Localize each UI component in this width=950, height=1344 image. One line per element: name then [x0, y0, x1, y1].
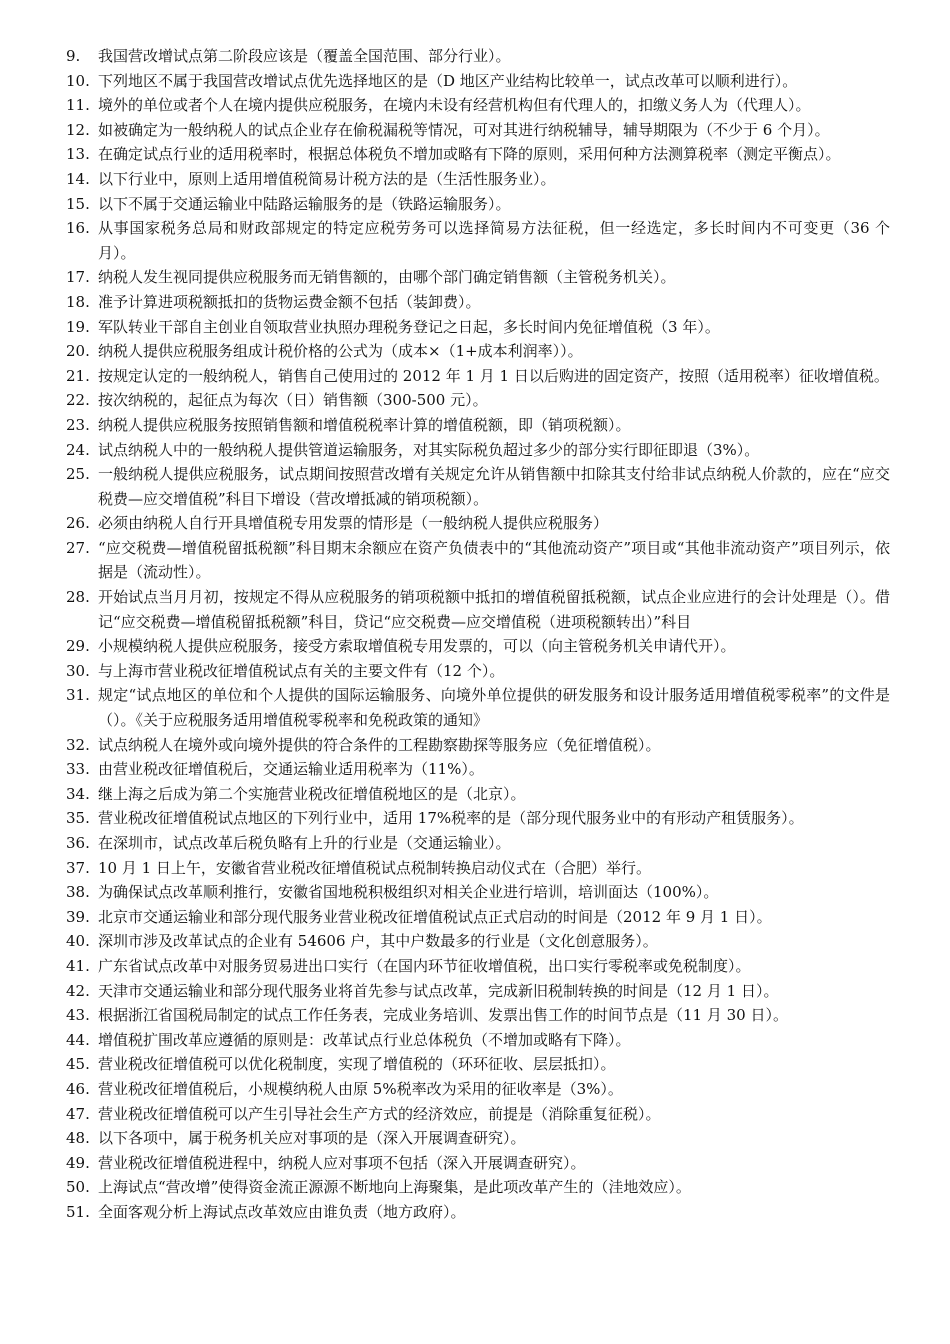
question-number: 13. [66, 145, 90, 164]
question-number: 32. [66, 735, 90, 754]
question-number: 28. [66, 588, 90, 607]
question-number: 16. [66, 219, 90, 238]
question-text: 继上海之后成为第二个实施营业税改征增值税地区的是（北京）。 [98, 784, 526, 803]
question-item [66, 1003, 890, 1028]
question-item [66, 1052, 890, 1077]
question-text: 为确保试点改革顺利推行，安徽省国地税积极组织对相关企业进行培训，培训面达（100%）。 [98, 883, 719, 902]
question-number: 29. [66, 637, 90, 656]
question-text: 广东省试点改革中对服务贸易进出口实行（在国内环节征收增值税，出口实行零税率或免税制度）。 [98, 956, 751, 975]
question-number: 17. [66, 268, 90, 287]
question-item [66, 511, 890, 536]
question-text: 营业税改征增值税试点地区的下列行业中，适用 17%税率的是（部分现代服务业中的有形动产租赁服务）。 [98, 809, 804, 828]
question-text: 以下不属于交通运输业中陆路运输服务的是（铁路运输服务）。 [98, 194, 511, 213]
question-text: 在深圳市，试点改革后税负略有上升的行业是（交通运输业）。 [98, 834, 511, 852]
question-number: 44. [66, 1030, 90, 1049]
question-item [66, 733, 890, 758]
question-item [66, 118, 890, 143]
question-item [66, 954, 890, 979]
question-item [66, 1151, 890, 1176]
question-number: 11. [66, 96, 90, 115]
question-text: 规定“试点地区的单位和个人提供的国际运输服务、向境外单位提供的研发服务和设计服务适用增值税零税率”的文件是（）。《关于应税服务适用增值税零税率和免税政策的通知》 [98, 686, 890, 730]
question-text: 营业税改征增值税进程中，纳税人应对事项不包括（深入开展调查研究）。 [98, 1153, 586, 1172]
question-item [66, 413, 890, 438]
question-number: 42. [66, 981, 90, 1000]
question-item [66, 69, 890, 94]
question-number: 43. [66, 1006, 90, 1025]
question-number: 10. [66, 71, 90, 90]
question-text: 营业税改征增值税可以优化税制度，实现了增值税的（环环征收、层层抵扣）。 [98, 1055, 616, 1074]
question-item [66, 880, 890, 905]
question-text: 小规模纳税人提供应税服务，接受方索取增值税专用发票的，可以（向主管税务机关申请代开）。 [98, 637, 736, 656]
question-item [66, 782, 890, 807]
question-text: “应交税费—增值税留抵税额”科目期末余额应在资产负债表中的“其他流动资产”项目或“其他非流动资产”项目列示，依据是（流动性）。 [98, 538, 890, 582]
question-text: 纳税人发生视同提供应税服务而无销售额的，由哪个部门确定销售额（主管税务机关）。 [98, 268, 676, 287]
question-number: 20. [66, 342, 90, 361]
question-number: 27. [66, 538, 90, 557]
question-item [66, 44, 890, 69]
question-text: 试点纳税人在境外或向境外提供的符合条件的工程勘察勘探等服务应（免征增值税）。 [98, 735, 661, 754]
question-item [66, 585, 890, 634]
question-number: 18. [66, 292, 90, 311]
question-item [66, 806, 890, 831]
question-item [66, 929, 890, 954]
question-item [66, 979, 890, 1004]
question-item [66, 192, 890, 217]
question-number: 49. [66, 1153, 90, 1172]
question-number: 24. [66, 440, 90, 459]
question-text: 准予计算进项税额抵扣的货物运费金额不包括（装卸费）。 [98, 292, 481, 311]
question-item [66, 216, 890, 265]
question-text: 纳税人提供应税服务组成计税价格的公式为（成本×（1+成本利润率））。 [98, 342, 583, 361]
question-text: 开始试点当月月初，按规定不得从应税服务的销项税额中抵扣的增值税留抵税额，试点企业应进行的会计处理是（）。借记“应交税费—增值税留抵税额”科目，贷记“应交税费—应交增值税（进项税额转出）”科目 [98, 588, 890, 631]
question-number: 22. [66, 391, 90, 410]
question-item [66, 462, 890, 511]
question-item [66, 339, 890, 364]
question-number: 19. [66, 317, 90, 336]
question-number: 25. [66, 465, 90, 484]
question-number: 15. [66, 194, 90, 213]
question-number: 40. [66, 932, 90, 951]
question-item [66, 438, 890, 463]
question-text: 根据浙江省国税局制定的试点工作任务表，完成业务培训、发票出售工作的时间节点是（11 月 30 日）。 [98, 1006, 788, 1025]
question-number: 41. [66, 956, 90, 975]
question-text: 全面客观分析上海试点改革效应由谁负责（地方政府）。 [98, 1202, 466, 1221]
question-item [66, 364, 890, 389]
question-text: 由营业税改征增值税后，交通运输业适用税率为（11%）。 [98, 760, 484, 779]
question-number: 14. [66, 169, 90, 188]
question-text: 营业税改征增值税后，小规模纳税人由原 5%税率改为采用的征收率是（3%）。 [98, 1079, 623, 1098]
question-text: 按次纳税的，起征点为每次（日）销售额（300-500 元）。 [98, 391, 488, 410]
question-text: 如被确定为一般纳税人的试点企业存在偷税漏税等情况，可对其进行纳税辅导，辅导期限为（不少于 6 个月）。 [98, 120, 830, 139]
question-item [66, 1028, 890, 1053]
question-item [66, 1102, 890, 1127]
question-number: 36. [66, 834, 90, 852]
question-text: 试点纳税人中的一般纳税人提供管道运输服务，对其实际税负超过多少的部分实行即征即退（3%）。 [98, 440, 760, 459]
question-item [66, 1200, 890, 1225]
question-item [66, 265, 890, 290]
question-number: 31. [66, 686, 90, 705]
question-number: 47. [66, 1104, 90, 1123]
question-item [66, 683, 890, 732]
question-number: 26. [66, 514, 90, 533]
question-item [66, 142, 890, 167]
question-text: 深圳市涉及改革试点的企业有 54606 户，其中户数最多的行业是（文化创意服务）。 [98, 932, 658, 951]
question-item [66, 536, 890, 585]
question-item [66, 290, 890, 315]
question-item [66, 634, 890, 659]
question-text: 以下行业中，原则上适用增值税简易计税方法的是（生活性服务业）。 [98, 169, 556, 188]
question-number: 37. [66, 858, 90, 877]
question-number: 23. [66, 415, 90, 434]
question-text: 北京市交通运输业和部分现代服务业营业税改征增值税试点正式启动的时间是（2012 年 9 月 1 日）。 [98, 907, 772, 926]
question-number: 35. [66, 809, 90, 828]
question-text: 纳税人提供应税服务按照销售额和增值税税率计算的增值税额，即（销项税额）。 [98, 415, 631, 434]
question-item [66, 659, 890, 684]
question-item [66, 757, 890, 782]
question-text: 与上海市营业税改征增值税试点有关的主要文件有（12 个）。 [98, 661, 505, 680]
question-item [66, 1077, 890, 1102]
question-text: 下列地区不属于我国营改增试点优先选择地区的是（D 地区产业结构比较单一，试点改革可以顺利进行）。 [98, 71, 798, 90]
question-item [66, 905, 890, 930]
question-item [66, 831, 890, 856]
question-text: 上海试点“营改增”使得资金流正源源不断地向上海聚集，是此项改革产生的（洼地效应）。 [98, 1178, 691, 1197]
question-number: 38. [66, 883, 90, 902]
question-text: 军队转业干部自主创业自领取营业执照办理税务登记之日起，多长时间内免征增值税（3 年）。 [98, 317, 720, 336]
question-number: 21. [66, 366, 90, 385]
question-number: 33. [66, 760, 90, 779]
question-number: 48. [66, 1129, 90, 1148]
question-item [66, 1126, 890, 1151]
question-text: 在确定试点行业的适用税率时，根据总体税负不增加或略有下降的原则，采用何种方法测算税率（测定平衡点）。 [98, 145, 841, 164]
question-item [66, 1175, 890, 1200]
question-number: 50. [66, 1178, 90, 1197]
question-text: 一般纳税人提供应税服务，试点期间按照营改增有关规定允许从销售额中扣除其支付给非试点纳税人价款的，应在“应交税费—应交增值税”科目下增设（营改增抵减的销项税额）。 [98, 465, 890, 508]
question-text: 我国营改增试点第二阶段应该是（覆盖全国范围、部分行业）。 [98, 47, 511, 65]
question-list [66, 44, 890, 1225]
question-item [66, 388, 890, 413]
question-number: 12. [66, 120, 90, 139]
question-text: 按规定认定的一般纳税人，销售自己使用过的 2012 年 1 月 1 日以后购进的固定资产，按照（适用税率）征收增值税。 [98, 366, 889, 385]
question-text: 10 月 1 日上午，安徽省营业税改征增值税试点税制转换启动仪式在（合肥）举行。 [98, 858, 651, 877]
question-number: 39. [66, 907, 90, 926]
question-text: 营业税改征增值税可以产生引导社会生产方式的经济效应，前提是（消除重复征税）。 [98, 1104, 661, 1123]
question-text: 天津市交通运输业和部分现代服务业将首先参与试点改革，完成新旧税制转换的时间是（12 月 1 日）。 [98, 981, 779, 1000]
question-number: 34. [66, 784, 90, 803]
question-number: 46. [66, 1079, 90, 1098]
question-item [66, 856, 890, 881]
question-text: 增值税扩围改革应遵循的原则是：改革试点行业总体税负（不增加或略有下降）。 [98, 1030, 631, 1049]
question-text: 境外的单位或者个人在境内提供应税服务，在境内未设有经营机构但有代理人的，扣缴义务人为（代理人）。 [98, 96, 811, 115]
question-item [66, 93, 890, 118]
question-number: 30. [66, 661, 90, 680]
question-item [66, 167, 890, 192]
question-number: 51. [66, 1202, 90, 1221]
question-number: 45. [66, 1055, 90, 1074]
question-text: 以下各项中，属于税务机关应对事项的是（深入开展调查研究）。 [98, 1129, 526, 1148]
question-text: 必须由纳税人自行开具增值税专用发票的情形是（一般纳税人提供应税服务） [98, 514, 609, 533]
question-text: 从事国家税务总局和财政部规定的特定应税劳务可以选择简易方法征税，但一经选定，多长时间内不可变更（36 个月）。 [98, 219, 890, 262]
question-number: 9. [66, 47, 81, 65]
question-item [66, 315, 890, 340]
